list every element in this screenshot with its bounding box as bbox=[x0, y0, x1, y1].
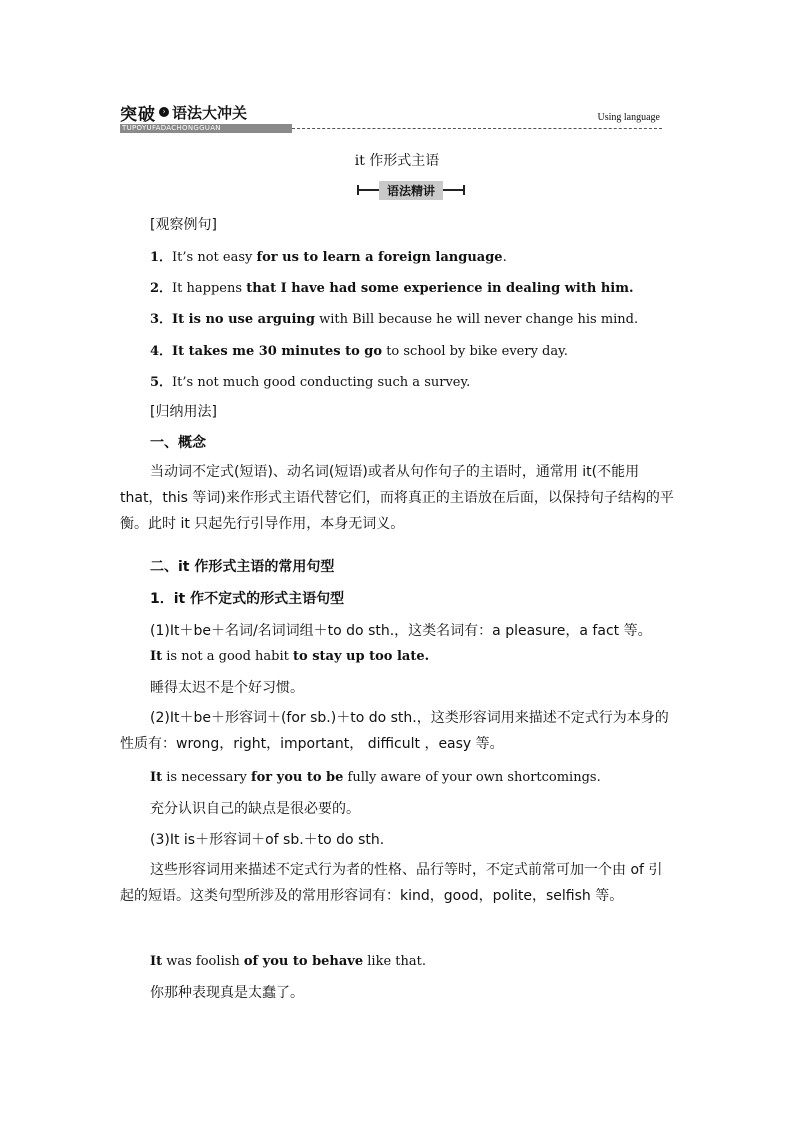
example-text: It happens bbox=[172, 281, 247, 296]
example-pattern-3-translation: 你那种表现真是太蠢了。 bbox=[150, 985, 304, 1001]
header-title-part1: 突破 bbox=[120, 104, 156, 125]
section-badge bbox=[357, 181, 465, 199]
example-text: to school by bike every day. bbox=[382, 344, 568, 359]
badge-label: 语法精讲 bbox=[379, 181, 443, 200]
example-bold: for us to learn a foreign language bbox=[256, 250, 503, 265]
badge-tick-right bbox=[463, 185, 465, 195]
example-pattern-1-translation: 睡得太迟不是个好习惯。 bbox=[150, 680, 304, 696]
example-text: . bbox=[502, 250, 507, 265]
section2-heading: 二、it 作形式主语的常用句型 bbox=[150, 559, 335, 575]
example-line-3 bbox=[150, 308, 638, 327]
page-header bbox=[120, 100, 662, 134]
example-text: It’s not easy bbox=[172, 250, 257, 265]
example-text: It’s not much good conducting such a survey. bbox=[172, 375, 471, 390]
example-text: is necessary bbox=[162, 770, 252, 785]
example-text: with Bill because he will never change his mind. bbox=[314, 312, 639, 327]
example-num: 3． bbox=[150, 312, 173, 327]
header-subtitle: TUPOYUFADACHONGGUAN bbox=[120, 124, 292, 133]
section1-body: 当动词不定式(短语)、动名词(短语)或者从句作句子的主语时，通常用 it(不能用 that，this 等词)来作形式主语代替它们，而将真正的主语放在后面，以保持句子结构的平衡。此时 it 只起先行引导作用，本身无词义。 bbox=[120, 464, 674, 532]
pattern-2: (2)It＋be＋形容词＋(for sb.)＋to do sth.，这类形容词用来描述不定式行为本身的性质有：wrong，right，important， difficult ，easy 等。 bbox=[120, 710, 669, 752]
example-bold: to stay up too late. bbox=[293, 649, 430, 664]
header-title-part2: 语法大冲关 bbox=[172, 103, 248, 122]
pattern-3-body: 这些形容词用来描述不定式行为者的性格、品行等时，不定式前常可加一个由 of 引起的短语。这类句型所涉及的常用形容词有：kind，good，polite，selfish 等。 bbox=[120, 862, 663, 904]
chevron-right-icon: › bbox=[159, 107, 169, 117]
example-pattern-3 bbox=[150, 954, 426, 969]
section2-sub1: 1．it 作不定式的形式主语句型 bbox=[150, 591, 345, 607]
example-bold: It is no use arguing bbox=[172, 312, 315, 327]
example-line-2 bbox=[150, 277, 634, 296]
example-pattern-2 bbox=[150, 770, 601, 785]
page-title: it 作形式主语 bbox=[354, 153, 440, 169]
example-bold: of you to behave bbox=[243, 954, 364, 969]
section1-heading: 一、概念 bbox=[150, 435, 206, 451]
observe-heading: [观察例句] bbox=[150, 217, 217, 233]
example-num: 4． bbox=[150, 344, 173, 359]
header-right-label: Using language bbox=[597, 112, 660, 123]
example-bold: for you to be bbox=[251, 770, 344, 785]
example-pattern-1 bbox=[150, 649, 429, 664]
example-text: is not a good habit bbox=[162, 649, 294, 664]
header-title bbox=[120, 100, 247, 124]
example-pattern-2-translation: 充分认识自己的缺点是很必要的。 bbox=[150, 801, 360, 817]
example-num: 5． bbox=[150, 375, 173, 390]
example-bold: that I have had some experience in dealing with him. bbox=[246, 281, 634, 296]
example-line-5 bbox=[150, 371, 470, 390]
example-bold: It bbox=[150, 649, 163, 664]
example-text: was foolish bbox=[162, 954, 244, 969]
example-text: fully aware of your own shortcomings. bbox=[343, 770, 601, 785]
summary-heading: [归纳用法] bbox=[150, 404, 217, 420]
pattern-1: (1)It＋be＋名词/名词词组＋to do sth.，这类名词有：a pleasure，a fact 等。 bbox=[150, 623, 652, 639]
example-bold: It bbox=[150, 954, 163, 969]
example-num: 2． bbox=[150, 281, 173, 296]
badge-tick-left bbox=[357, 185, 359, 195]
example-bold: It bbox=[150, 770, 163, 785]
example-line-1 bbox=[150, 246, 507, 265]
example-bold: It takes me 30 minutes to go bbox=[172, 344, 383, 359]
pattern-3: (3)It is＋形容词＋of sb.＋to do sth. bbox=[150, 832, 385, 848]
example-line-4 bbox=[150, 340, 568, 359]
example-text: like that. bbox=[363, 954, 426, 969]
header-divider bbox=[292, 128, 662, 129]
example-num: 1． bbox=[150, 250, 173, 265]
